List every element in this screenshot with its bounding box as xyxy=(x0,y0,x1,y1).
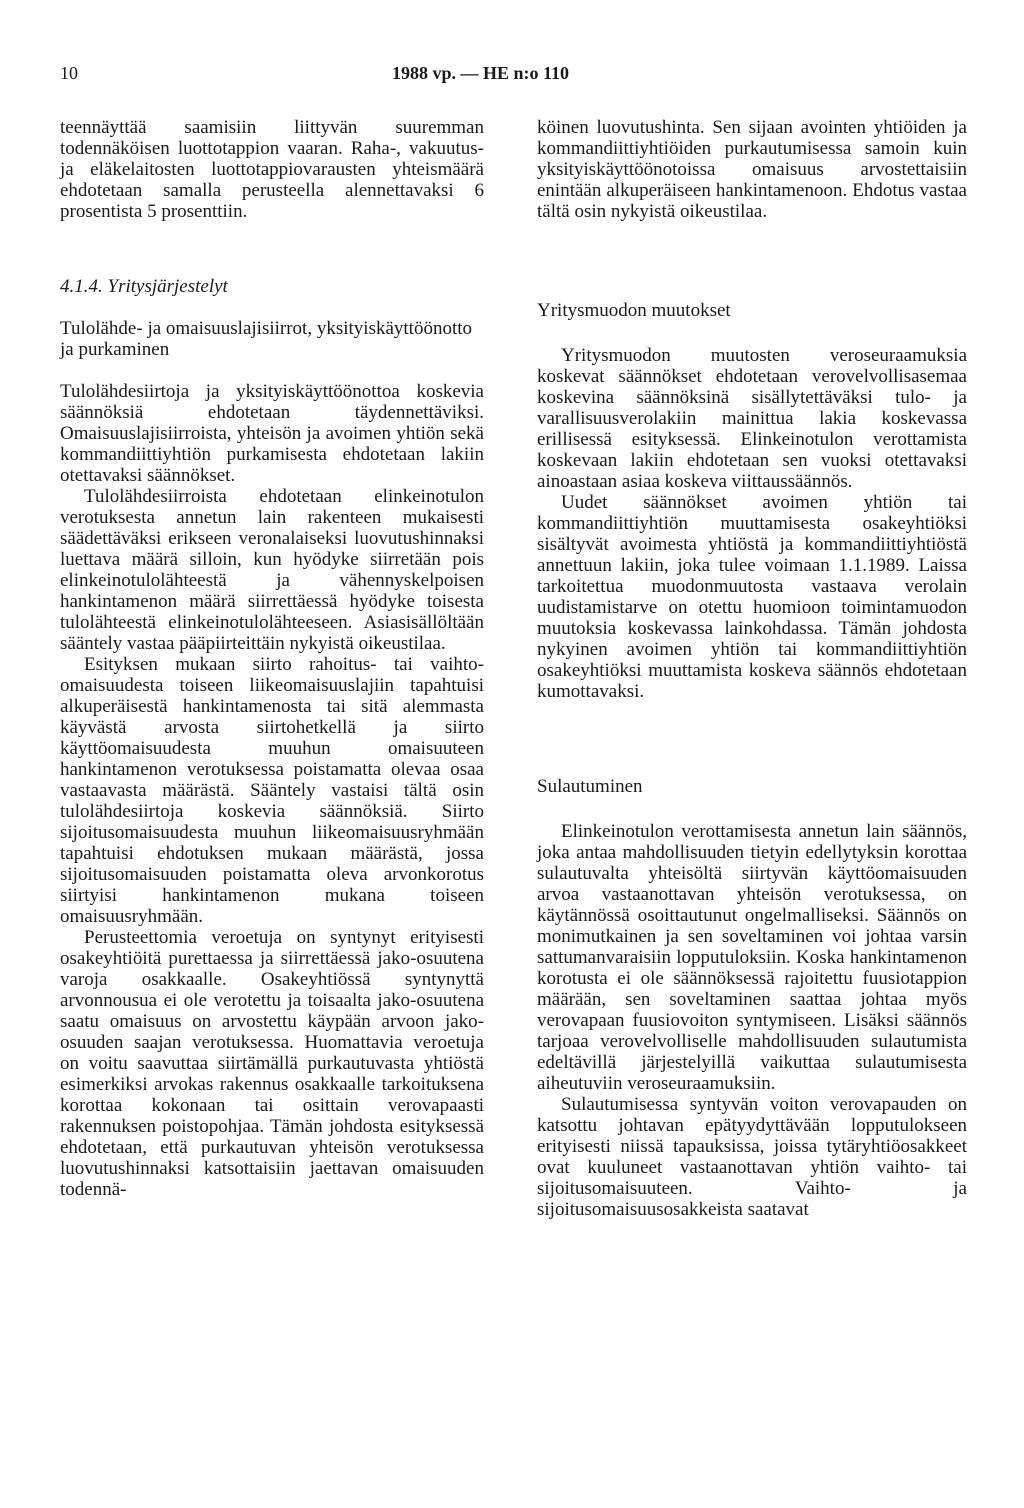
right-column-top xyxy=(537,117,967,222)
paragraph: Elinkeinotulon verottamisesta annetun lain säännös, joka antaa mahdollisuuden tietyin edellytyksin korottaa sulautuvalta yhteisöltä siirtyvän käyttöomaisuuden arvoa vastaanottavan yhteisön verotuksessa, on käytännössä osoittautunut ongelmalliseksi. Säännös on monimutkainen ja sen soveltaminen voi johtaa varsin sattumanvaraisiin lopputuloksiin. Koska hankintamenon korotusta ei ole säännöksessä rajoitettu fuusiotappion määrään, sen soveltaminen saattaa johtaa myös verovapaan fuusiovoiton syntymiseen. Lisäksi säännös tarjoaa verovelvolliselle mahdollisuuden sulautumista edeltävillä järjestelyillä vaikuttaa sulautumisesta aiheutuviin veroseuraamuksiin. xyxy=(537,821,967,1094)
paragraph: Perusteettomia veroetuja on syntynyt erityisesti osakeyhtiöitä purettaessa ja siirrettäessä jako-osuutena varoja osakkaalle. Osakeyhtiössä syntynyttä arvonnousua ei ole verotettu ja toisaalta jako-osuutena saatu omaisuus on arvostettu käypään arvoon jako-osuuden saajan verotuksessa. Huomattavia veroetuja on voitu saavuttaa siirtämällä purkautuvasta yhtiöstä esimerkiksi arvokas rakennus osakkaalle tarkoituksena korottaa kokonaan tai osittain verovapaasti rakennuksen poistopohjaa. Tämän johdosta esityksessä ehdotetaan, että purkautuvan yhteisön verotuksessa luovutushinnaksi katsottaisiin jaettavan omaisuuden todennä- xyxy=(60,927,484,1200)
section-heading: 4.1.4. Yritysjärjestelyt xyxy=(60,276,228,297)
subheading: Sulautuminen xyxy=(537,776,643,797)
left-column-top xyxy=(60,117,484,222)
paragraph: Esityksen mukaan siirto rahoitus- tai vaihto-omaisuudesta toiseen liikeomaisuuslajiin tapahtuisi alkuperäisestä hankintamenosta tai sitä alemmasta käyvästä arvosta siirtohetkellä ja siirto käyttöomaisuudesta muuhun omaisuuteen hankintamenon verotuksessa poistamatta olevaa osaa vastaavasta määrästä. Sääntely vastaisi tältä osin tulolähdesiirtoja koskevia säännöksiä. Siirto sijoitusomaisuudesta muuhun liikeomaisuusryhmään tapahtuisi ehdotuksen mukaan määrästä, jossa sijoitusomaisuuden poistamatta oleva arvonkorotus siirtyisi hankintamenon mukana toiseen omaisuusryhmään. xyxy=(60,654,484,927)
subheading: Yritysmuodon muutokset xyxy=(537,300,731,321)
left-column xyxy=(60,276,484,1200)
paragraph: Tulolähdesiirroista ehdotetaan elinkeinotulon verotuksesta annetun lain rakenteen mukaisesti säädettäväksi erikseen veronalaiseksi luovutushinnaksi luettava määrä silloin, kun hyödyke siirretään pois elinkeinotulolähteestä ja vähennyskelpoisen hankintamenon määrä siirrettäessä hyödyke toisesta tulolähteestä elinkeinotulolähteeseen. Asiasisällöltään sääntely vastaa pääpiirteittäin nykyistä oikeustilaa. xyxy=(60,486,484,654)
running-header: 1988 vp. — HE n:o 110 xyxy=(392,63,570,83)
right-column xyxy=(537,300,967,1220)
subheading: Tulolähde- ja omaisuuslajisiirrot, yksityiskäyttöönotto ja purkaminen xyxy=(60,318,473,360)
paragraph: Sulautumisessa syntyvän voiton verovapauden on katsottu johtavan epätyydyttävään lopputulokseen erityisesti niissä tapauksissa, joissa tytäryhtiöosakkeet ovat kuuluneet vastaanottavan yhtiön vaihto- tai sijoitusomaisuuteen. Vaihto- ja sijoitusomaisuusosakkeista saatavat xyxy=(537,1094,967,1220)
paragraph: Tulolähdesiirtoja ja yksityiskäyttöönottoa koskevia säännöksiä ehdotetaan täydennettäviksi. Omaisuuslajisiirroista, yhteisön ja avoimen yhtiön sekä kommandiittiyhtiön purkamisesta ehdotetaan lakiin otettavaksi säännökset. xyxy=(60,381,484,486)
page-number: 10 xyxy=(60,63,78,83)
paragraph: Uudet säännökset avoimen yhtiön tai kommandiittiyhtiön muuttamisesta osakeyhtiöksi sisältyvät avoimesta yhtiöstä ja kommandiittiyhtiöstä annettuun lakiin, joka tulee voimaan 1.1.1989. Laissa tarkoitettua muodonmuutosta vastaava verolain uudistamistarve on otettu huomioon toimintamuodon muutoksia koskevassa lainkohdassa. Tämän johdosta nykyinen avoimen yhtiön tai kommandiittiyhtiön osakeyhtiöksi muuttamista koskeva säännös ehdotetaan kumottavaksi. xyxy=(537,492,967,702)
paragraph: Yritysmuodon muutosten veroseuraamuksia koskevat säännökset ehdotetaan verovelvollisasemaa koskevina säännöksinä sisällytettäväksi tulo- ja varallisuusverolakiin mainittua lakia koskevassa erillisessä esityksessä. Elinkeinotulon verottamista koskevaan lakiin ehdotetaan sen vuoksi otettavaksi ainoastaan asiaa koskeva viittaussäännös. xyxy=(537,345,967,492)
paragraph: teennäyttää saamisiin liittyvän suuremman todennäköisen luottotappion vaaran. Raha-, vakuutus- ja eläkelaitosten luottotappiovarausten yhteismäärä ehdotetaan samalla perusteella alennettavaksi 6 prosentista 5 prosenttiin. xyxy=(60,117,484,222)
paragraph: köinen luovutushinta. Sen sijaan avointen yhtiöiden ja kommandiittiyhtiöiden purkautumisessa samoin kuin yksityiskäyttöönotoissa omaisuus arvostettaisiin enintään alkuperäiseen hankintamenoon. Ehdotus vastaa tältä osin nykyistä oikeustilaa. xyxy=(537,117,967,222)
